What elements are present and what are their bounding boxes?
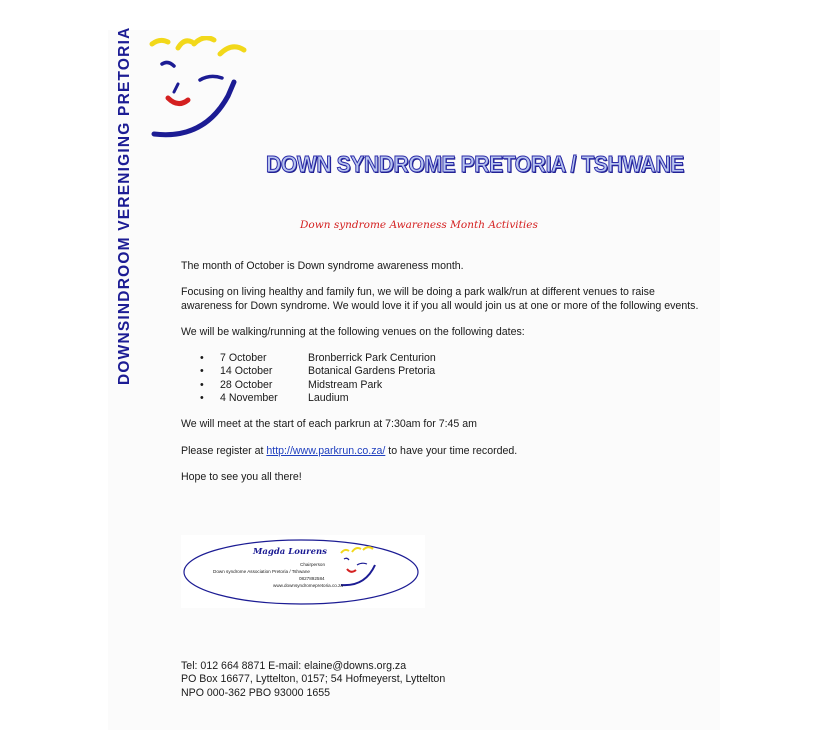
event-venue: Laudium (308, 392, 349, 405)
closing-paragraph: Hope to see you all there! (181, 470, 302, 483)
event-venue: Bronberrick Park Centurion (308, 352, 436, 365)
signatory-organization: Down syndrome Association Pretoria / Tshwane (213, 569, 310, 574)
list-item (181, 379, 701, 392)
list-item (181, 392, 701, 405)
page-title: DOWN SYNDROME PRETORIA / TSHWANE (266, 151, 684, 177)
register-paragraph (181, 445, 701, 458)
event-venue: Botanical Gardens Pretoria (308, 365, 436, 378)
smiley-face-logo-icon (148, 36, 248, 142)
list-item (181, 365, 701, 378)
intro-paragraph: The month of October is Down syndrome awareness month. (181, 260, 464, 272)
event-date: 7 October (220, 352, 267, 365)
footer-phone-email: Tel: 012 664 8871 E-mail: elaine@downs.org.za (181, 660, 407, 672)
announcement-body (181, 260, 701, 497)
footer-address: PO Box 16677, Lyttelton, 0157; 54 Hofmeyerst, Lyttelton (181, 673, 446, 686)
event-list (181, 352, 701, 406)
event-date: 28 October (220, 378, 273, 391)
event-date: 14 October (220, 365, 273, 378)
signatory-role: Chairperson (300, 562, 326, 567)
signatory-website: www.downsyndromepretoria.co.za (273, 583, 343, 588)
footer-registration: NPO 000-362 PBO 93000 1655 (181, 686, 331, 699)
signatory-name: Magda Lourens (253, 547, 327, 557)
venues-intro-paragraph: We will be walking/running at the following venues on the following dates: (181, 325, 525, 338)
parkrun-link[interactable]: http://www.parkrun.co.za/ (266, 444, 386, 457)
event-venue: Midstream Park (308, 378, 383, 391)
meeting-time-paragraph: We will meet at the start of each parkrun at 7:30am for 7:45 am (181, 418, 477, 431)
footer-contact (181, 660, 445, 700)
register-text-before: Please register at (181, 444, 267, 457)
signatory-phone: 0827892584 (299, 576, 325, 581)
list-item (181, 352, 701, 365)
signature-card (181, 535, 425, 608)
register-text-after: to have your time recorded. (385, 444, 518, 457)
description-paragraph: Focusing on living healthy and family fun, we will be doing a park walk/run at different venues to raise awareness for Down syndrome. We would love it if you all would join us at one or more of the following events. (181, 286, 699, 312)
event-date: 4 November (220, 392, 278, 405)
page-subtitle: Down syndrome Awareness Month Activities (300, 219, 538, 231)
vertical-organization-name: DOWNSINDROOM VERENIGING PRETORIA (116, 26, 133, 385)
